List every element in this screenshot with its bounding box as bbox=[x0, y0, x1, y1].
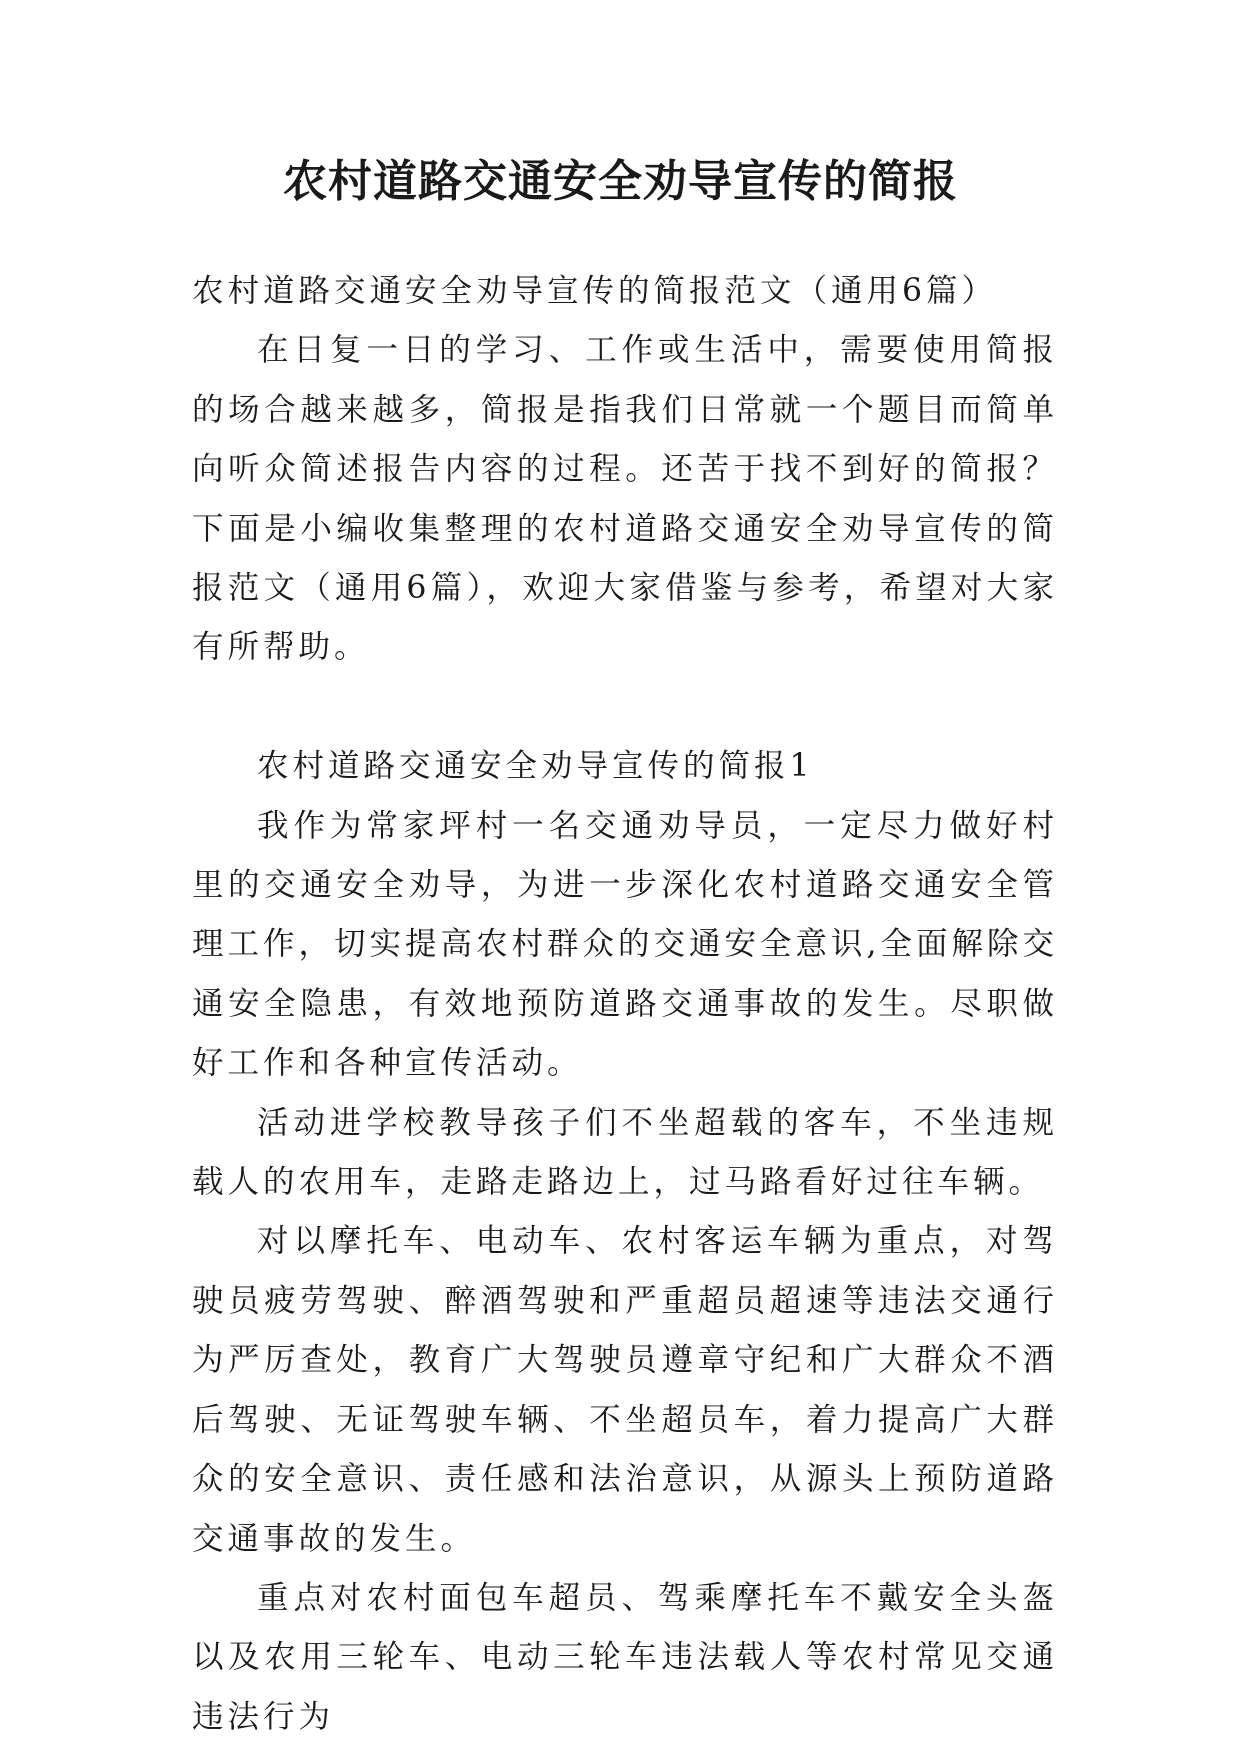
intro-paragraph: 在日复一日的学习、工作或生活中，需要使用简报的场合越来越多，简报是指我们日常就一个题目而简单向听众简述报告内容的过程。还苦于找不到好的简报？下面是小编收集整理的农村道路交通安全劝导宣传的简报范文（通用6篇），欢迎大家借鉴与参考，希望对大家有所帮助。 bbox=[192, 332, 1058, 666]
paragraph-spacer bbox=[192, 678, 1058, 737]
body-paragraph: 我作为常家坪村一名交通劝导员，一定尽力做好村里的交通安全劝导，为进一步深化农村道路交通安全管理工作，切实提高农村群众的交通安全意识,全面解除交通安全隐患，有效地预防道路交通事故的发生。尽职做好工作和各种宣传活动。 bbox=[192, 807, 1059, 1082]
body-paragraph: 活动进学校教导孩子们不坐超载的客车，不坐违规载人的农用车，走路走路边上，过马路看好过往车辆。 bbox=[192, 1104, 1058, 1201]
document-title: 农村道路交通安全劝导宣传的简报 bbox=[283, 156, 958, 207]
section-heading: 农村道路交通安全劝导宣传的简报1 bbox=[257, 748, 814, 785]
document-body bbox=[192, 262, 1058, 1747]
body-paragraph: 重点对农村面包车超员、驾乘摩托车不戴安全头盔以及农用三轮车、电动三轮车违法载人等农村常见交通违法行为 bbox=[192, 1579, 1058, 1735]
document-subtitle: 农村道路交通安全劝导宣传的简报范文（通用6篇） bbox=[192, 273, 998, 309]
body-paragraph: 对以摩托车、电动车、农村客运车辆为重点，对驾驶员疲劳驾驶、醉酒驾驶和严重超员超速等违法交通行为严厉查处，教育广大驾驶员遵章守纪和广大群众不酒后驾驶、无证驾驶车辆、不坐超员车，着力提高广大群众的安全意识、责任感和法治意识，从源头上预防道路交通事故的发生。 bbox=[192, 1223, 1058, 1557]
